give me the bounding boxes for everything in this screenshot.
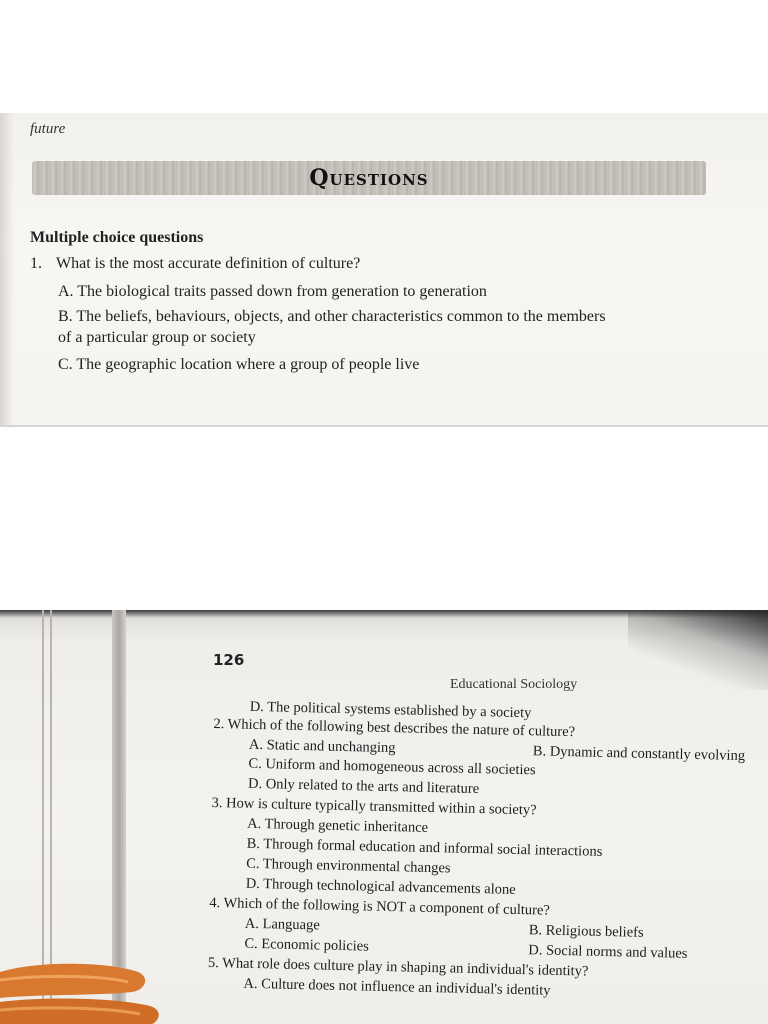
option-a: A. The biological traits passed down from generation to generation bbox=[58, 283, 487, 300]
q3-option-c: C. Through environmental changes bbox=[246, 855, 451, 877]
banner-title: Questions bbox=[309, 165, 429, 191]
question-5: 5. What role does culture play in shaping an individual's identity? bbox=[207, 954, 589, 980]
question-list bbox=[207, 698, 768, 999]
q5-option-a: A. Culture does not influence an individual's identity bbox=[243, 975, 551, 999]
question-number: 1. bbox=[30, 255, 42, 272]
q4-option-c: C. Economic policies bbox=[244, 935, 370, 955]
q1-option-d: D. The political systems established by a society bbox=[249, 698, 532, 722]
questions-banner bbox=[32, 161, 706, 195]
q3-option-a: A. Through genetic inheritance bbox=[246, 815, 429, 836]
fingers-holding-book bbox=[0, 950, 170, 1024]
q4-option-b: B. Religious beliefs bbox=[528, 922, 644, 941]
option-c: C. The geographic location where a group of people live bbox=[58, 356, 420, 373]
q2-option-b: B. Dynamic and constantly evolving bbox=[532, 743, 746, 765]
running-head: Educational Sociology bbox=[450, 677, 578, 692]
page-photo-top bbox=[0, 113, 768, 427]
question-1 bbox=[30, 255, 360, 273]
question-3: 3. How is culture typically transmitted within a society? bbox=[211, 794, 537, 819]
question-text: What is the most accurate definition of culture? bbox=[56, 255, 361, 272]
question-4: 4. Which of the following is NOT a component of culture? bbox=[209, 894, 550, 919]
q2-option-c: C. Uniform and homogeneous across all societies bbox=[248, 755, 536, 779]
q2-option-d: D. Only related to the arts and literature bbox=[247, 775, 480, 798]
option-b: B. The beliefs, behaviours, objects, and other characteristics common to the members bbox=[58, 308, 606, 325]
q4-option-a: A. Language bbox=[244, 915, 320, 934]
page-number: 126 bbox=[213, 651, 245, 669]
section-heading: Multiple choice questions bbox=[30, 229, 204, 246]
page-curl-shadow bbox=[628, 610, 768, 690]
page-bottom-edge bbox=[0, 425, 768, 427]
q2-option-a: A. Static and unchanging bbox=[248, 736, 396, 757]
question-2: 2. Which of the following best describes the nature of culture? bbox=[213, 715, 576, 741]
q3-option-b: B. Through formal education and informal social interactions bbox=[246, 835, 603, 860]
option-b-continued: of a particular group or society bbox=[58, 329, 256, 346]
q4-option-d: D. Social norms and values bbox=[528, 942, 688, 962]
running-word: future bbox=[30, 121, 66, 137]
page-edge-shadow bbox=[0, 113, 14, 427]
q3-option-d: D. Through technological advancements alone bbox=[245, 875, 516, 898]
page-photo-bottom bbox=[0, 610, 768, 1024]
